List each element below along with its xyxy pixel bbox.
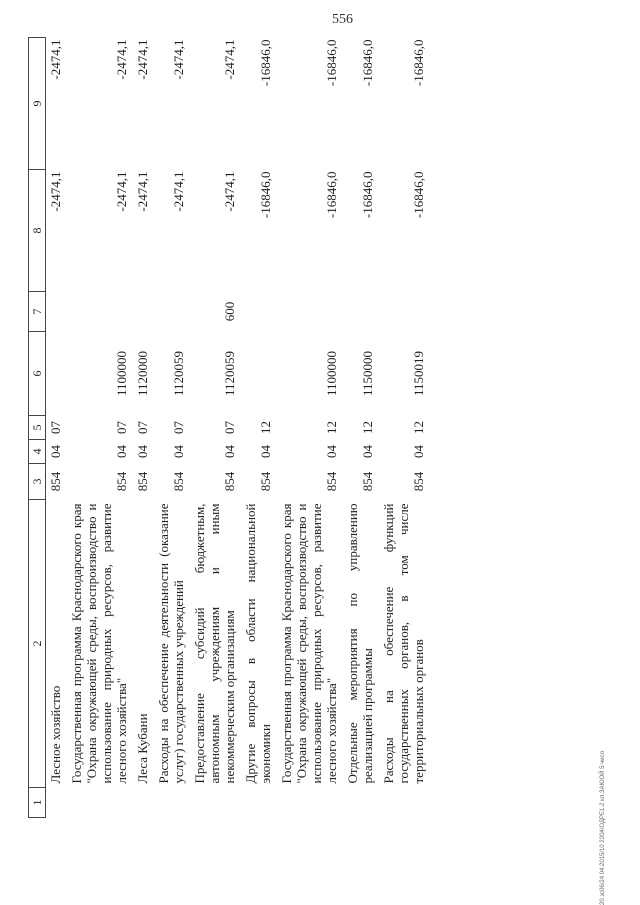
cell-amount-2: -16846,0 bbox=[258, 39, 273, 87]
row-name: Леса Кубани bbox=[135, 713, 150, 784]
cell-subsection: 12 bbox=[324, 421, 339, 434]
cell-amount-2: -2474,1 bbox=[48, 39, 63, 80]
cell-empty bbox=[133, 788, 154, 818]
cell-subsection: 12 bbox=[360, 421, 375, 434]
cell-ministry: 854 bbox=[114, 471, 129, 492]
cell-section: 04 bbox=[48, 445, 63, 458]
cell-subsection: 07 bbox=[171, 421, 186, 434]
cell-subsection: 07 bbox=[135, 421, 150, 434]
cell-amount-1: -16846,0 bbox=[360, 171, 375, 219]
cell-amount-1: -16846,0 bbox=[411, 171, 426, 219]
cell-amount-2: -16846,0 bbox=[411, 39, 426, 87]
table-body bbox=[46, 38, 431, 818]
table-row bbox=[190, 38, 241, 818]
row-name: Предоставление субсидий бюджетным, автономным учреждениям и иным некоммерческим организациям bbox=[192, 503, 237, 784]
table-row bbox=[67, 38, 133, 818]
cell-amount-2: -2474,1 bbox=[171, 39, 186, 80]
cell-section: 04 bbox=[135, 445, 150, 458]
table-row bbox=[343, 38, 379, 818]
table-row bbox=[154, 38, 190, 818]
cell-subsection: 07 bbox=[222, 421, 237, 434]
cell-section: 04 bbox=[360, 445, 375, 458]
cell-empty bbox=[190, 788, 241, 818]
cell-subsection: 12 bbox=[258, 421, 273, 434]
cell-target: 1150000 bbox=[360, 350, 375, 397]
header-cell-1: 1 bbox=[29, 788, 46, 818]
row-name: Лесное хозяйство bbox=[48, 685, 63, 784]
cell-amount-1: -16846,0 bbox=[324, 171, 339, 219]
cell-ministry: 854 bbox=[411, 471, 426, 492]
table-row bbox=[241, 38, 277, 818]
cell-target: 1120059 bbox=[222, 350, 237, 397]
row-name: Государственная программа Краснодарского края "Охрана окружающей среды, воспроизводство и использование природных ресурсов, развитие лесного хозяйства" bbox=[69, 503, 129, 784]
cell-ministry: 854 bbox=[258, 471, 273, 492]
cell-empty bbox=[379, 788, 430, 818]
cell-empty bbox=[46, 788, 68, 818]
cell-target: 1120059 bbox=[171, 350, 186, 397]
cell-expense-type bbox=[379, 292, 430, 332]
cell-ministry: 854 bbox=[360, 471, 375, 492]
cell-target bbox=[46, 332, 68, 416]
cell-expense-type bbox=[133, 292, 154, 332]
cell-section: 04 bbox=[222, 445, 237, 458]
row-name: Отдельные мероприятия по управлению реализацией программы bbox=[345, 503, 375, 784]
cell-expense-type bbox=[154, 292, 190, 332]
table-row bbox=[379, 38, 430, 818]
cell-empty bbox=[241, 788, 277, 818]
row-name: Расходы на обеспечение функций государственных органов, в том числе территориальных органов bbox=[381, 503, 426, 784]
cell-expense-type bbox=[277, 292, 343, 332]
header-cell-4: 4 bbox=[29, 440, 46, 464]
header-cell-5: 5 bbox=[29, 416, 46, 440]
cell-expense-type: 600 bbox=[222, 301, 237, 322]
cell-amount-2: -16846,0 bbox=[324, 39, 339, 87]
row-name: Другие вопросы в области национальной экономики bbox=[243, 503, 273, 784]
table-header bbox=[29, 38, 46, 818]
cell-ministry: 854 bbox=[171, 471, 186, 492]
cell-ministry: 854 bbox=[135, 471, 150, 492]
cell-expense-type bbox=[67, 292, 133, 332]
cell-section: 04 bbox=[411, 445, 426, 458]
row-name: Государственная программа Краснодарского края "Охрана окружающей среды, воспроизводство и использование природных ресурсов, развитие лесного хозяйства" bbox=[279, 503, 339, 784]
header-cell-7: 7 bbox=[29, 292, 46, 332]
cell-amount-1: -2474,1 bbox=[135, 171, 150, 212]
cell-section: 04 bbox=[324, 445, 339, 458]
budget-table bbox=[28, 37, 430, 818]
cell-amount-2: -16846,0 bbox=[360, 39, 375, 87]
rotated-table-container bbox=[28, 38, 528, 818]
cell-empty bbox=[277, 788, 343, 818]
cell-amount-2: -2474,1 bbox=[114, 39, 129, 80]
header-cell-2: 2 bbox=[29, 500, 46, 788]
header-cell-9: 9 bbox=[29, 38, 46, 170]
cell-target bbox=[241, 332, 277, 416]
cell-subsection: 07 bbox=[114, 421, 129, 434]
cell-expense-type bbox=[241, 292, 277, 332]
table-row bbox=[133, 38, 154, 818]
cell-amount-1: -16846,0 bbox=[258, 171, 273, 219]
cell-amount-1: -2474,1 bbox=[171, 171, 186, 212]
header-cell-8: 8 bbox=[29, 170, 46, 292]
cell-section: 04 bbox=[114, 445, 129, 458]
page-number: 556 bbox=[332, 12, 353, 27]
cell-target: 1120000 bbox=[135, 350, 150, 397]
cell-amount-1: -2474,1 bbox=[48, 171, 63, 212]
cell-expense-type bbox=[343, 292, 379, 332]
cell-section: 04 bbox=[258, 445, 273, 458]
cell-ministry: 854 bbox=[222, 471, 237, 492]
cell-empty bbox=[343, 788, 379, 818]
cell-section: 04 bbox=[171, 445, 186, 458]
cell-amount-1: -2474,1 bbox=[222, 171, 237, 212]
table-row bbox=[277, 38, 343, 818]
header-cell-3: 3 bbox=[29, 464, 46, 500]
cell-ministry: 854 bbox=[324, 471, 339, 492]
cell-target: 1100000 bbox=[324, 350, 339, 397]
cell-subsection: 12 bbox=[411, 421, 426, 434]
cell-expense-type bbox=[46, 292, 68, 332]
cell-target: 1100000 bbox=[114, 350, 129, 397]
cell-empty bbox=[154, 788, 190, 818]
cell-amount-1: -2474,1 bbox=[114, 171, 129, 212]
cell-empty bbox=[67, 788, 133, 818]
cell-amount-2: -2474,1 bbox=[222, 39, 237, 80]
cell-amount-2: -2474,1 bbox=[135, 39, 150, 80]
cell-ministry: 854 bbox=[48, 471, 63, 492]
cell-target: 1150019 bbox=[411, 350, 426, 397]
cell-subsection: 07 bbox=[48, 421, 63, 434]
side-note: 20 зс06/24 04.2015/10 2204/ОДРЕ1.2 кл.ЗАЮОЙ 5 чисо bbox=[600, 750, 606, 905]
header-cell-6: 6 bbox=[29, 332, 46, 416]
table-row bbox=[46, 38, 68, 818]
row-name: Расходы на обеспечение деятельности (оказание услуг) государственных учреждений bbox=[156, 503, 186, 784]
